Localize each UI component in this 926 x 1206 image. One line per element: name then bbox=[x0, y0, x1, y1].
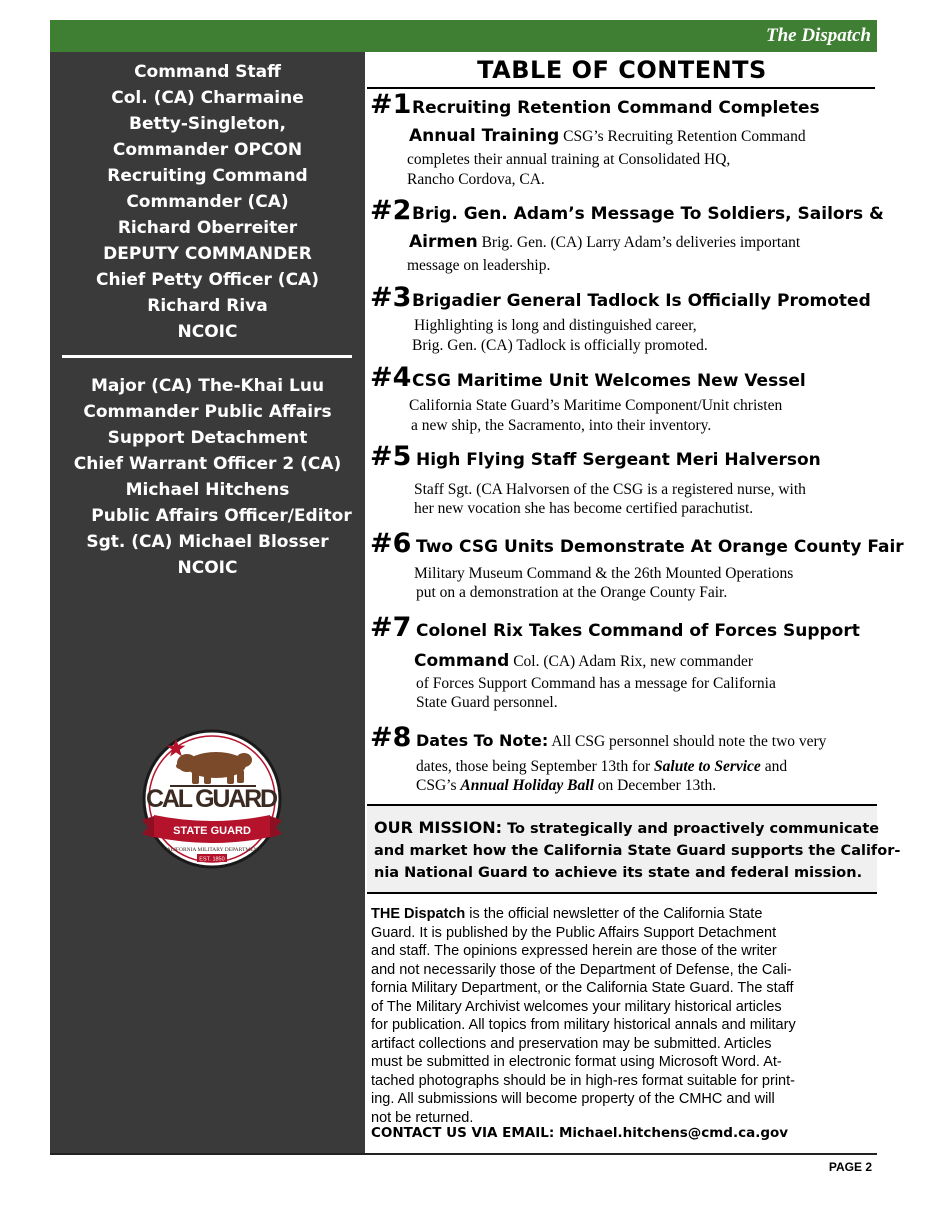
event-name: Annual Holiday Ball bbox=[460, 777, 594, 794]
toc-desc-line: message on leadership. bbox=[407, 257, 551, 274]
mission-text bbox=[374, 817, 901, 884]
info-line: for publication. All topics from military historical annals and military bbox=[371, 1017, 796, 1033]
toc-number: #6 bbox=[370, 528, 412, 559]
info-line: fornia Military Department, or the California State Guard. The staff bbox=[371, 980, 794, 996]
info-line: of The Military Archivist welcomes your military historical articles bbox=[371, 998, 782, 1015]
info-lead: THE Dispatch bbox=[371, 906, 466, 922]
toc-title: Two CSG Units Demonstrate At Orange County Fair bbox=[416, 537, 904, 557]
staff-line: Command Staff bbox=[134, 62, 281, 82]
toc-desc-line: All CSG personnel should note the two very bbox=[548, 733, 827, 750]
info-line: artifact collections and preservation may be submitted. Articles bbox=[371, 1035, 772, 1052]
toc-desc-line: put on a demonstration at the Orange County Fair. bbox=[416, 584, 728, 601]
toc-desc-line: Col. (CA) Adam Rix, new commander bbox=[509, 653, 753, 670]
toc-desc-line: California State Guard’s Maritime Component/Unit christen bbox=[409, 397, 783, 414]
toc-desc-line: CSG’s Recruiting Retention Command bbox=[559, 128, 806, 145]
logo-est-text: EST. 1850 bbox=[199, 856, 225, 863]
toc-desc-text: CSG’s bbox=[416, 777, 461, 794]
info-line: ing. All submissions will become property of the CMHC and will bbox=[371, 1091, 775, 1107]
toc-desc-line: Rancho Cordova, CA. bbox=[407, 171, 545, 188]
info-line: tached photographs should be in high-res format suitable for print- bbox=[371, 1072, 795, 1089]
logo-sub-text: CALIFORNIA MILITARY DEPARTMENT bbox=[163, 847, 261, 853]
mission-line-text: To strategically and proactively communicate bbox=[502, 821, 880, 837]
event-name: Salute to Service bbox=[654, 758, 761, 775]
pa-line: Michael Hitchens bbox=[125, 480, 290, 500]
toc-title: Colonel Rix Takes Command of Forces Support bbox=[416, 621, 860, 641]
staff-line: Commander OPCON bbox=[112, 140, 303, 160]
staff-line: Commander (CA) bbox=[126, 192, 289, 212]
mission-line: nia National Guard to achieve its state and federal mission. bbox=[374, 865, 863, 881]
toc-title: CSG Maritime Unit Welcomes New Vessel bbox=[412, 371, 806, 391]
toc-number: #5 bbox=[370, 441, 412, 472]
pa-line: Public Affairs Officer/Editor bbox=[91, 506, 352, 526]
cal-guard-logo bbox=[132, 727, 292, 877]
toc-desc-line: Brig. Gen. (CA) Tadlock is officially promoted. bbox=[412, 337, 708, 354]
newsletter-title: The Dispatch bbox=[765, 25, 871, 46]
footer-rule bbox=[50, 1153, 877, 1155]
toc-desc bbox=[409, 233, 800, 253]
toc-title-cont: Airmen bbox=[409, 232, 478, 252]
toc-number: #4 bbox=[370, 362, 412, 393]
toc-desc-line: Brig. Gen. (CA) Larry Adam’s deliveries important bbox=[477, 234, 801, 251]
info-line: not be returned. bbox=[371, 1109, 474, 1126]
pa-line: NCOIC bbox=[177, 558, 238, 578]
info-line: must be submitted in electronic format using Microsoft Word. At- bbox=[371, 1054, 782, 1070]
toc-desc-line: her new vocation she has become certified parachutist. bbox=[414, 500, 754, 517]
toc-desc-text: on December 13th. bbox=[593, 777, 717, 794]
pa-line: Sgt. (CA) Michael Blosser bbox=[86, 532, 329, 552]
contact-email[interactable]: CONTACT US VIA EMAIL: Michael.hitchens@cmd.ca.gov bbox=[371, 1125, 789, 1141]
pa-line: Chief Warrant Officer 2 (CA) bbox=[73, 454, 342, 474]
staff-line: Betty-Singleton, bbox=[129, 114, 286, 134]
toc-desc bbox=[414, 652, 753, 672]
command-staff-list bbox=[50, 59, 365, 345]
sidebar-divider bbox=[62, 355, 352, 358]
toc-desc-text: dates, those being September 13th for bbox=[416, 758, 655, 775]
logo-banner-text: STATE GUARD bbox=[173, 825, 251, 837]
info-line: Guard. It is published by the Public Affairs Support Detachment bbox=[371, 924, 777, 941]
toc-desc-line: of Forces Support Command has a message for California bbox=[416, 675, 776, 692]
pa-line: Major (CA) The-Khai Luu bbox=[90, 376, 325, 396]
toc-heading: TABLE OF CONTENTS bbox=[477, 56, 767, 84]
staff-line: Recruiting Command bbox=[107, 166, 308, 186]
toc-number: #1 bbox=[370, 89, 412, 120]
staff-line: Richard Riva bbox=[147, 296, 268, 316]
staff-line: Col. (CA) Charmaine bbox=[111, 88, 304, 108]
toc-desc bbox=[416, 757, 787, 777]
mission-line bbox=[374, 817, 880, 840]
toc-desc-line: completes their annual training at Consolidated HQ, bbox=[407, 151, 731, 168]
mission-label: OUR MISSION: bbox=[374, 818, 503, 837]
toc-title: Brigadier General Tadlock Is Officially Promoted bbox=[412, 291, 871, 311]
toc-title-cont: Command bbox=[414, 651, 510, 671]
toc-number: #2 bbox=[370, 195, 412, 226]
public-affairs-list bbox=[50, 373, 365, 581]
toc-title: Recruiting Retention Command Completes bbox=[412, 98, 820, 118]
toc-rule bbox=[367, 87, 875, 89]
toc-number: #8 bbox=[370, 722, 412, 753]
toc-desc-line: State Guard personnel. bbox=[416, 694, 558, 711]
toc-desc-line: Military Museum Command & the 26th Mounted Operations bbox=[414, 565, 794, 582]
staff-line: NCOIC bbox=[177, 322, 238, 342]
toc-desc bbox=[409, 127, 806, 147]
page-number: PAGE 2 bbox=[828, 1160, 872, 1174]
pa-line: Support Detachment bbox=[107, 428, 308, 448]
newsletter-info bbox=[371, 905, 876, 1127]
toc-desc-line: Highlighting is long and distinguished career, bbox=[414, 317, 697, 334]
toc-number: #7 bbox=[370, 612, 412, 643]
toc-title-cont: Annual Training bbox=[409, 126, 560, 146]
logo-main-text: CAL GUARD bbox=[146, 785, 278, 813]
toc-title-text: Dates To Note: bbox=[416, 731, 549, 750]
sidebar bbox=[50, 52, 365, 1154]
mission-box bbox=[367, 804, 901, 894]
staff-line: Chief Petty Officer (CA) bbox=[96, 270, 319, 290]
toc-title bbox=[416, 731, 826, 751]
toc-number: #3 bbox=[370, 282, 412, 313]
staff-line: DEPUTY COMMANDER bbox=[103, 244, 312, 264]
info-line: and not necessarily those of the Department of Defense, the Cali- bbox=[371, 961, 792, 978]
toc-desc-line: Staff Sgt. (CA Halvorsen of the CSG is a registered nurse, with bbox=[414, 481, 806, 498]
toc-desc-line: a new ship, the Sacramento, into their inventory. bbox=[411, 417, 712, 434]
toc-desc bbox=[416, 776, 716, 796]
info-line bbox=[371, 905, 876, 924]
header-bar bbox=[50, 20, 877, 52]
staff-line: Richard Oberreiter bbox=[117, 218, 298, 238]
toc-desc-text: and bbox=[760, 758, 788, 775]
pa-line: Commander Public Affairs bbox=[83, 402, 332, 422]
info-line: and staff. The opinions expressed herein are those of the writer bbox=[371, 943, 777, 959]
info-line-text: is the official newsletter of the California State bbox=[465, 906, 763, 922]
mission-line: and market how the California State Guard supports the Califor- bbox=[374, 843, 901, 859]
toc-title: Brig. Gen. Adam’s Message To Soldiers, Sailors & bbox=[412, 204, 884, 224]
toc-title: High Flying Staff Sergeant Meri Halverson bbox=[416, 450, 821, 470]
